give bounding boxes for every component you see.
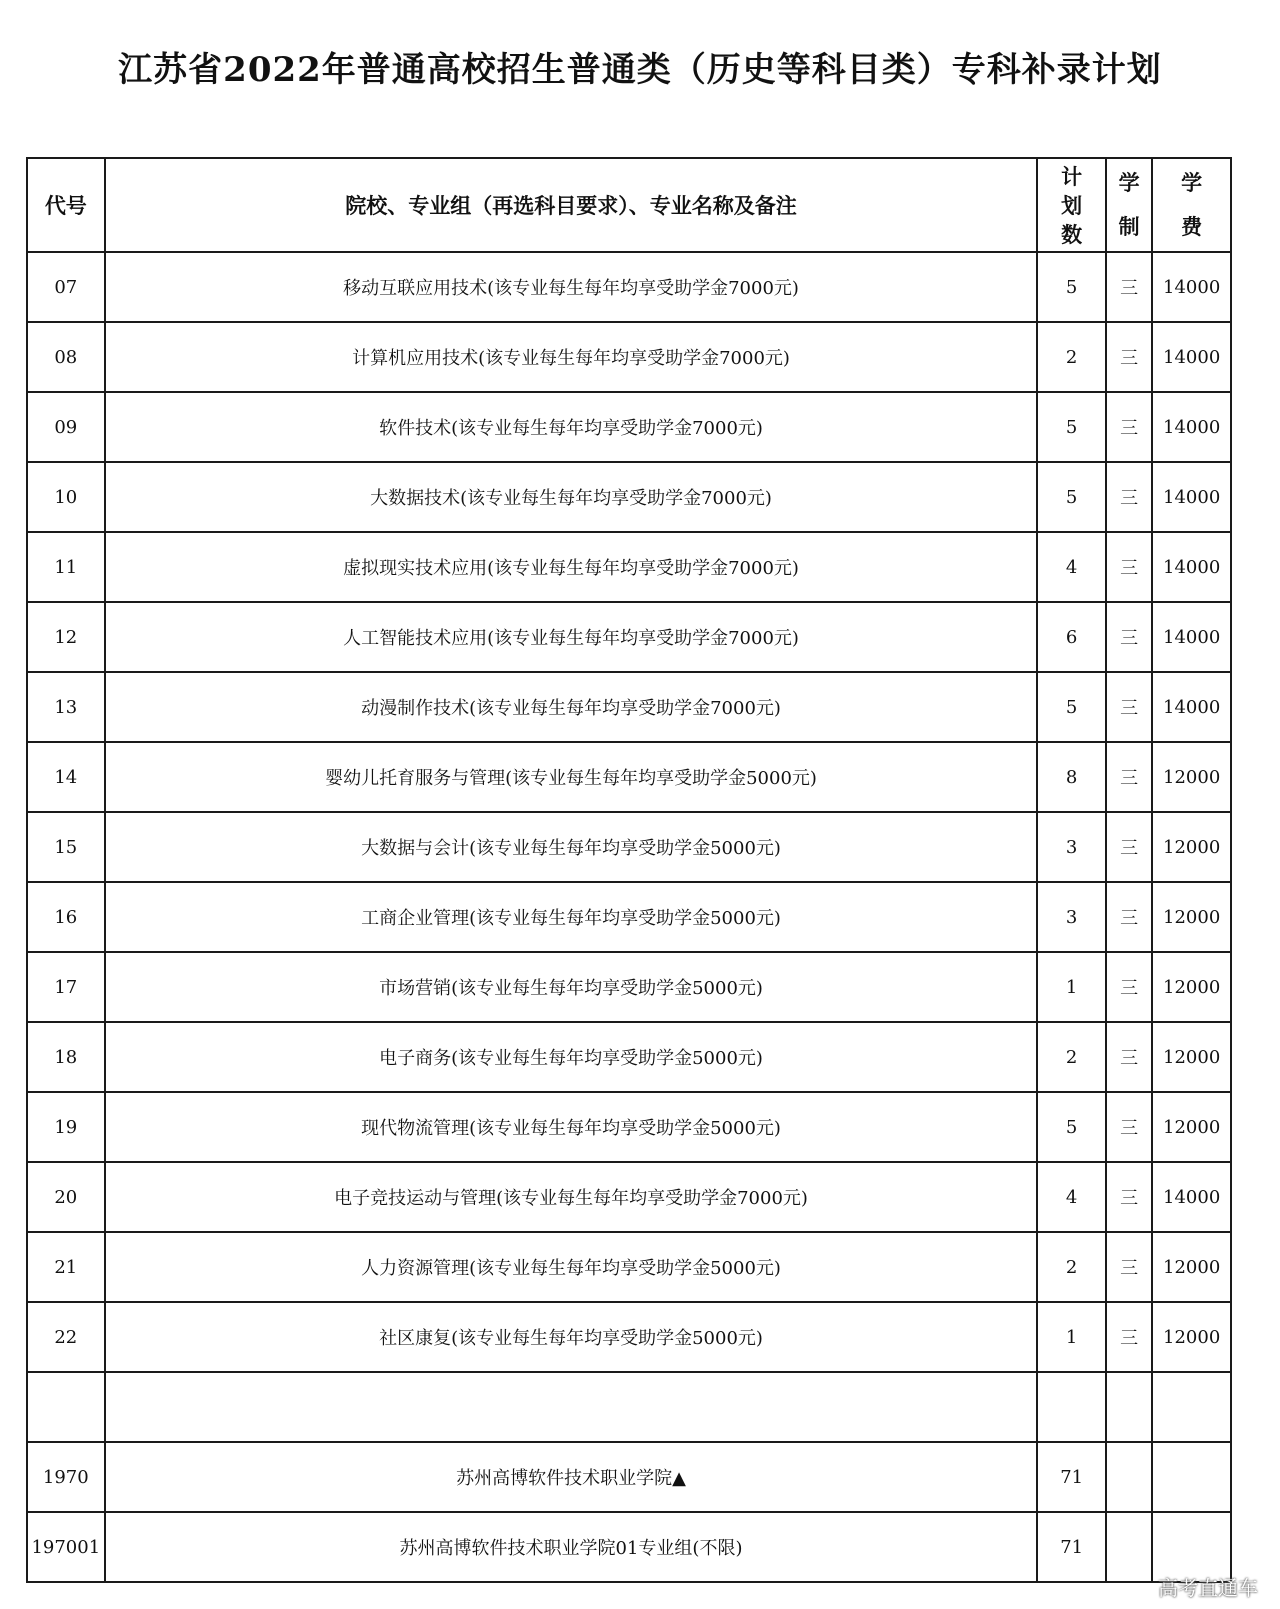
cell-name: 电子商务(该专业每生每年均享受助学金5000元) bbox=[105, 1022, 1038, 1092]
cell-count: 2 bbox=[1037, 1232, 1106, 1302]
cell-code: 1970 bbox=[27, 1442, 105, 1512]
cell-code bbox=[27, 1372, 105, 1442]
header-name: 院校、专业组（再选科目要求）、专业名称及备注 bbox=[105, 158, 1038, 252]
cell-code: 09 bbox=[27, 392, 105, 462]
table-row bbox=[27, 1162, 1231, 1232]
cell-years: 三 bbox=[1106, 812, 1152, 882]
cell-name: 社区康复(该专业每生每年均享受助学金5000元) bbox=[105, 1302, 1038, 1372]
cell-count: 5 bbox=[1037, 392, 1106, 462]
cell-fee: 14000 bbox=[1152, 602, 1231, 672]
table-row bbox=[27, 1302, 1231, 1372]
cell-fee bbox=[1152, 1372, 1231, 1442]
table-row bbox=[27, 462, 1231, 532]
cell-fee: 12000 bbox=[1152, 1302, 1231, 1372]
cell-name: 苏州高博软件技术职业学院01专业组(不限) bbox=[105, 1512, 1038, 1582]
cell-count: 2 bbox=[1037, 322, 1106, 392]
table-row bbox=[27, 882, 1231, 952]
table-row bbox=[27, 1232, 1231, 1302]
cell-name: 人工智能技术应用(该专业每生每年均享受助学金7000元) bbox=[105, 602, 1038, 672]
cell-count: 3 bbox=[1037, 882, 1106, 952]
cell-code: 19 bbox=[27, 1092, 105, 1162]
table-row bbox=[27, 672, 1231, 742]
cell-count: 5 bbox=[1037, 462, 1106, 532]
cell-name: 计算机应用技术(该专业每生每年均享受助学金7000元) bbox=[105, 322, 1038, 392]
table-row bbox=[27, 812, 1231, 882]
header-fee: 学 费 bbox=[1152, 158, 1231, 252]
cell-count: 1 bbox=[1037, 1302, 1106, 1372]
table-row bbox=[27, 742, 1231, 812]
cell-fee: 12000 bbox=[1152, 1092, 1231, 1162]
cell-years: 三 bbox=[1106, 392, 1152, 462]
header-years: 学 制 bbox=[1106, 158, 1152, 252]
cell-code: 17 bbox=[27, 952, 105, 1022]
cell-count: 5 bbox=[1037, 672, 1106, 742]
cell-name: 移动互联应用技术(该专业每生每年均享受助学金7000元) bbox=[105, 252, 1038, 322]
cell-years: 三 bbox=[1106, 1162, 1152, 1232]
cell-code: 15 bbox=[27, 812, 105, 882]
cell-name: 大数据技术(该专业每生每年均享受助学金7000元) bbox=[105, 462, 1038, 532]
cell-fee: 12000 bbox=[1152, 952, 1231, 1022]
cell-code: 16 bbox=[27, 882, 105, 952]
cell-fee: 12000 bbox=[1152, 1022, 1231, 1092]
cell-years: 三 bbox=[1106, 532, 1152, 602]
cell-fee: 14000 bbox=[1152, 532, 1231, 602]
cell-fee: 14000 bbox=[1152, 462, 1231, 532]
header-code: 代号 bbox=[27, 158, 105, 252]
cell-name: 动漫制作技术(该专业每生每年均享受助学金7000元) bbox=[105, 672, 1038, 742]
cell-years: 三 bbox=[1106, 672, 1152, 742]
cell-years: 三 bbox=[1106, 252, 1152, 322]
cell-years: 三 bbox=[1106, 462, 1152, 532]
cell-code: 13 bbox=[27, 672, 105, 742]
cell-count: 3 bbox=[1037, 812, 1106, 882]
cell-count: 8 bbox=[1037, 742, 1106, 812]
table-row bbox=[27, 532, 1231, 602]
table-body bbox=[27, 252, 1231, 1582]
cell-name: 虚拟现实技术应用(该专业每生每年均享受助学金7000元) bbox=[105, 532, 1038, 602]
cell-count: 71 bbox=[1037, 1512, 1106, 1582]
cell-fee: 14000 bbox=[1152, 322, 1231, 392]
cell-years: 三 bbox=[1106, 322, 1152, 392]
cell-fee bbox=[1152, 1442, 1231, 1512]
cell-years: 三 bbox=[1106, 1092, 1152, 1162]
cell-count: 4 bbox=[1037, 532, 1106, 602]
cell-years: 三 bbox=[1106, 882, 1152, 952]
cell-name: 市场营销(该专业每生每年均享受助学金5000元) bbox=[105, 952, 1038, 1022]
cell-code: 18 bbox=[27, 1022, 105, 1092]
cell-years: 三 bbox=[1106, 1022, 1152, 1092]
cell-years bbox=[1106, 1372, 1152, 1442]
header-count: 计 划 数 bbox=[1037, 158, 1106, 252]
cell-name: 现代物流管理(该专业每生每年均享受助学金5000元) bbox=[105, 1092, 1038, 1162]
cell-count: 2 bbox=[1037, 1022, 1106, 1092]
cell-code: 14 bbox=[27, 742, 105, 812]
cell-fee: 12000 bbox=[1152, 812, 1231, 882]
cell-years: 三 bbox=[1106, 1302, 1152, 1372]
watermark: 高考直通车 bbox=[1158, 1576, 1258, 1600]
table-row bbox=[27, 952, 1231, 1022]
table-row bbox=[27, 602, 1231, 672]
cell-code: 20 bbox=[27, 1162, 105, 1232]
cell-fee: 12000 bbox=[1152, 1232, 1231, 1302]
cell-name: 工商企业管理(该专业每生每年均享受助学金5000元) bbox=[105, 882, 1038, 952]
cell-code: 22 bbox=[27, 1302, 105, 1372]
cell-fee: 14000 bbox=[1152, 392, 1231, 462]
cell-count: 4 bbox=[1037, 1162, 1106, 1232]
cell-name: 大数据与会计(该专业每生每年均享受助学金5000元) bbox=[105, 812, 1038, 882]
cell-fee: 14000 bbox=[1152, 672, 1231, 742]
cell-name: 婴幼儿托育服务与管理(该专业每生每年均享受助学金5000元) bbox=[105, 742, 1038, 812]
table-row bbox=[27, 252, 1231, 322]
cell-name bbox=[105, 1372, 1038, 1442]
enrollment-plan-table bbox=[26, 157, 1232, 1583]
cell-code: 21 bbox=[27, 1232, 105, 1302]
cell-count: 1 bbox=[1037, 952, 1106, 1022]
cell-years: 三 bbox=[1106, 602, 1152, 672]
cell-code: 11 bbox=[27, 532, 105, 602]
cell-name: 人力资源管理(该专业每生每年均享受助学金5000元) bbox=[105, 1232, 1038, 1302]
cell-years: 三 bbox=[1106, 742, 1152, 812]
cell-code: 12 bbox=[27, 602, 105, 672]
table-row bbox=[27, 1372, 1231, 1442]
cell-fee: 14000 bbox=[1152, 252, 1231, 322]
table-row bbox=[27, 392, 1231, 462]
cell-name: 电子竞技运动与管理(该专业每生每年均享受助学金7000元) bbox=[105, 1162, 1038, 1232]
cell-count: 5 bbox=[1037, 1092, 1106, 1162]
page-title: 江苏省2022年普通高校招生普通类（历史等科目类）专科补录计划 bbox=[118, 50, 1162, 90]
cell-fee: 14000 bbox=[1152, 1162, 1231, 1232]
table-row bbox=[27, 1442, 1231, 1512]
cell-code: 10 bbox=[27, 462, 105, 532]
cell-count: 71 bbox=[1037, 1442, 1106, 1512]
table-header-row bbox=[27, 158, 1231, 252]
table-row bbox=[27, 1022, 1231, 1092]
cell-count: 5 bbox=[1037, 252, 1106, 322]
cell-years: 三 bbox=[1106, 952, 1152, 1022]
cell-count: 6 bbox=[1037, 602, 1106, 672]
cell-years bbox=[1106, 1442, 1152, 1512]
table-row bbox=[27, 322, 1231, 392]
cell-fee: 12000 bbox=[1152, 882, 1231, 952]
cell-code: 197001 bbox=[27, 1512, 105, 1582]
cell-years bbox=[1106, 1512, 1152, 1582]
table-row bbox=[27, 1092, 1231, 1162]
cell-code: 08 bbox=[27, 322, 105, 392]
cell-count bbox=[1037, 1372, 1106, 1442]
cell-years: 三 bbox=[1106, 1232, 1152, 1302]
cell-name: 软件技术(该专业每生每年均享受助学金7000元) bbox=[105, 392, 1038, 462]
cell-name: 苏州高博软件技术职业学院▲ bbox=[105, 1442, 1038, 1512]
table-row bbox=[27, 1512, 1231, 1582]
cell-code: 07 bbox=[27, 252, 105, 322]
cell-fee: 12000 bbox=[1152, 742, 1231, 812]
